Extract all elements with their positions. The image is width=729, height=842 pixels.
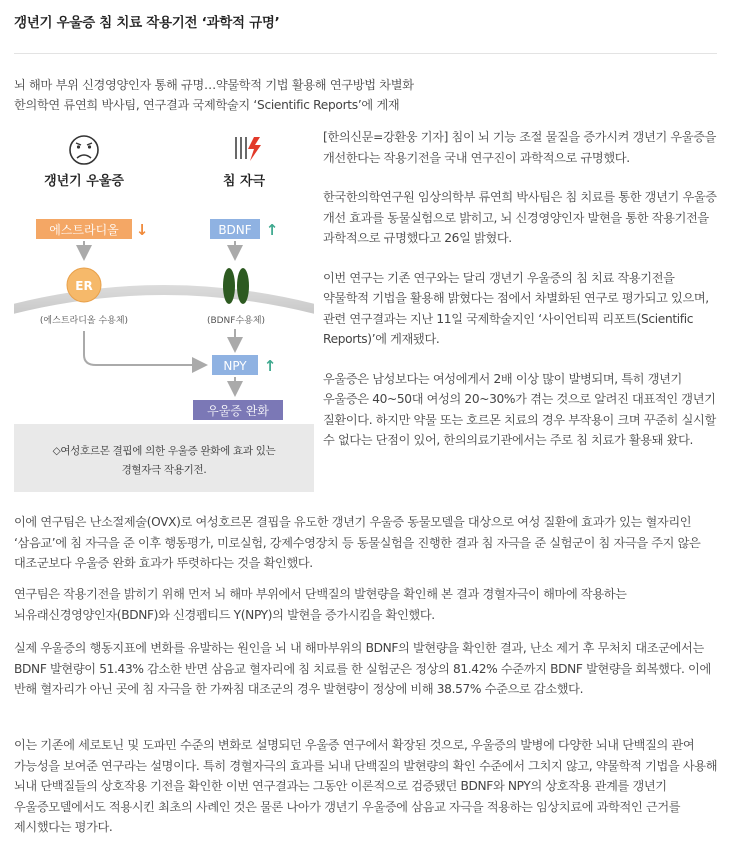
heading-menopausal-depression: 갱년기 우울증 [44,174,124,189]
acupuncture-needles-icon [236,137,261,161]
mechanism-diagram [14,127,314,424]
paragraph-2: 한국한의학연구원 임상의학부 류연희 박사팀은 침 치료를 통한 갱년기 우울증 개선 효과를 동물실험으로 밝히고, 뇌 신경영양인자 발현을 통한 작용기전을 과학적으로 규명했다고 26일 밝혔다. [323,190,717,245]
npy-up-arrow: ↑ [263,357,277,375]
er-label: ER [75,279,93,293]
paragraph-7: 실제 우울증의 행동지표에 변화를 유발하는 원인을 뇌 내 해마부위의 BDNF의 발현량을 확인한 결과, 난소 제거 후 무처치 대조군에서는 BDNF 발현량이 51.43% 감소한 반면 삼음교 혈자리에 침 치료를 한 실험군은 정상의 81.42% 수준까지 BDNF 발현량을 회복했다. 이에 반해 혈자리가 아닌 곳에 침 자극을 한 가짜침 대조군의 경우 발현량이 정상에 비해 38.57% 수준으로 감소했다. [14,641,711,696]
heading-acupuncture: 침 자극 [222,174,266,189]
figure-caption [20,442,308,480]
article-title: 갱년기 우울증 침 치료 작용기전 ‘과학적 규명’ [14,15,280,31]
sad-face-icon [70,136,98,164]
paragraph-8: 이는 기존에 세로토닌 및 도파민 수준의 변화로 설명되던 우울증 연구에서 확장된 것으로, 우울증의 발병에 다양한 뇌내 단백질의 관여 가능성을 보여준 연구라는 설명이다. 특히 경혈자극의 효과를 뇌내 단백질의 발현량의 확인 수준에서 그치지 않고, 약물학적 기법을 사용해 뇌내 단백질들의 상호작용 기전을 확인한 이번 연구결과는 그동안 이론적으로 검증됐던 BDNF와 NPY의 상호작용 관계를 갱년기 우울증모델에서도 적용시킨 최초의 사례인 것은 물론 나아가 갱년기 우울증에 삼음교 자극을 적용하는 임상치료에 과학적인 근거를 제시했다는 평가다. [14,738,718,834]
article-side-column [323,127,721,451]
estradiol-down-arrow: ↓ [135,221,149,239]
caption-line-1: ◇여성호르몬 결핍에 의한 우울증 완화에 효과 있는 [52,445,276,457]
paragraph-3: 이번 연구는 기존 연구와는 달리 갱년기 우울증의 침 치료 작용기전을 약물학적 기법을 활용해 밝혔다는 점에서 차별화된 연구로 평가되고 있으며, 관련 연구결과는 지난 11일 국제학술지인 ‘사이언티픽 리포트(Scientific Reports)’에 게재됐다. [323,270,709,346]
paragraph-4: 우울증은 남성보다는 여성에게서 2배 이상 많이 발병되며, 특히 갱년기 우울증은 40~50대 여성의 20~30%가 겪는 것으로 알려진 대표적인 갱년기 질환이다. 하지만 약물 또는 호르몬 치료의 경우 부작용이 크며 꾸준히 실시할 수 없다는 단점이 있어, 한의의료기관에서는 주로 침 치료가 활용돼 왔다. [323,371,716,447]
caption-line-2: 경혈자극 작용기전. [121,464,207,476]
subtitle-line-2: 한의학연 류연희 박사팀, 연구결과 국제학술지 ‘Scientific Reports’에 게재 [14,98,400,112]
estradiol-label: 에스트라디올 [49,223,119,237]
er-receptor-caption: (에스트라디올 수용체) [39,316,129,326]
bdnf-receptor-caption: (BDNF수용체) [206,316,266,326]
cell-membrane [14,285,314,315]
paragraph-6: 연구팀은 작용기전을 밝히기 위해 먼저 뇌 해마 부위에서 단백질의 발현량을 확인해 본 결과 경혈자극이 해마에 작용하는 뇌유래신경영양인자(BDNF)와 신경펩티드 Y(NPY)의 발현을 증가시킴을 확인했다. [14,587,627,622]
title-divider [14,53,717,54]
bdnf-up-arrow: ↑ [265,221,279,239]
paragraph-1: [한의신문=강환웅 기자] 침이 뇌 기능 조절 물질을 증가시켜 갱년기 우울증을 개선한다는 작용기전을 국내 연구진이 과학적으로 규명했다. [323,130,717,165]
figure-caption-box [14,424,314,492]
paragraph-5: 이에 연구팀은 난소절제술(OVX)로 여성호르몬 결핍을 유도한 갱년기 우울증 동물모델을 대상으로 여성 질환에 효과가 있는 혈자리인 ‘삼음교’에 침 자극을 준 이후 행동평가, 미로실험, 강제수영장치 등 동물실험을 진행한 결과 침 자극을 준 실험군이 침 자극을 주지 않은 대조군보다 우울증 완화 효과가 뚜렷하다는 것을 확인했다. [14,515,701,570]
subtitle-line-1: 뇌 해마 부위 신경영양인자 통해 규명…약물학적 기법 활용해 연구방법 차별화 [14,78,414,92]
npy-label: NPY [223,359,247,373]
article-subtitle [14,75,414,115]
bdnf-label: BDNF [218,223,252,237]
article-figure [14,127,314,492]
depression-relief-label: 우울증 완화 [207,404,269,418]
